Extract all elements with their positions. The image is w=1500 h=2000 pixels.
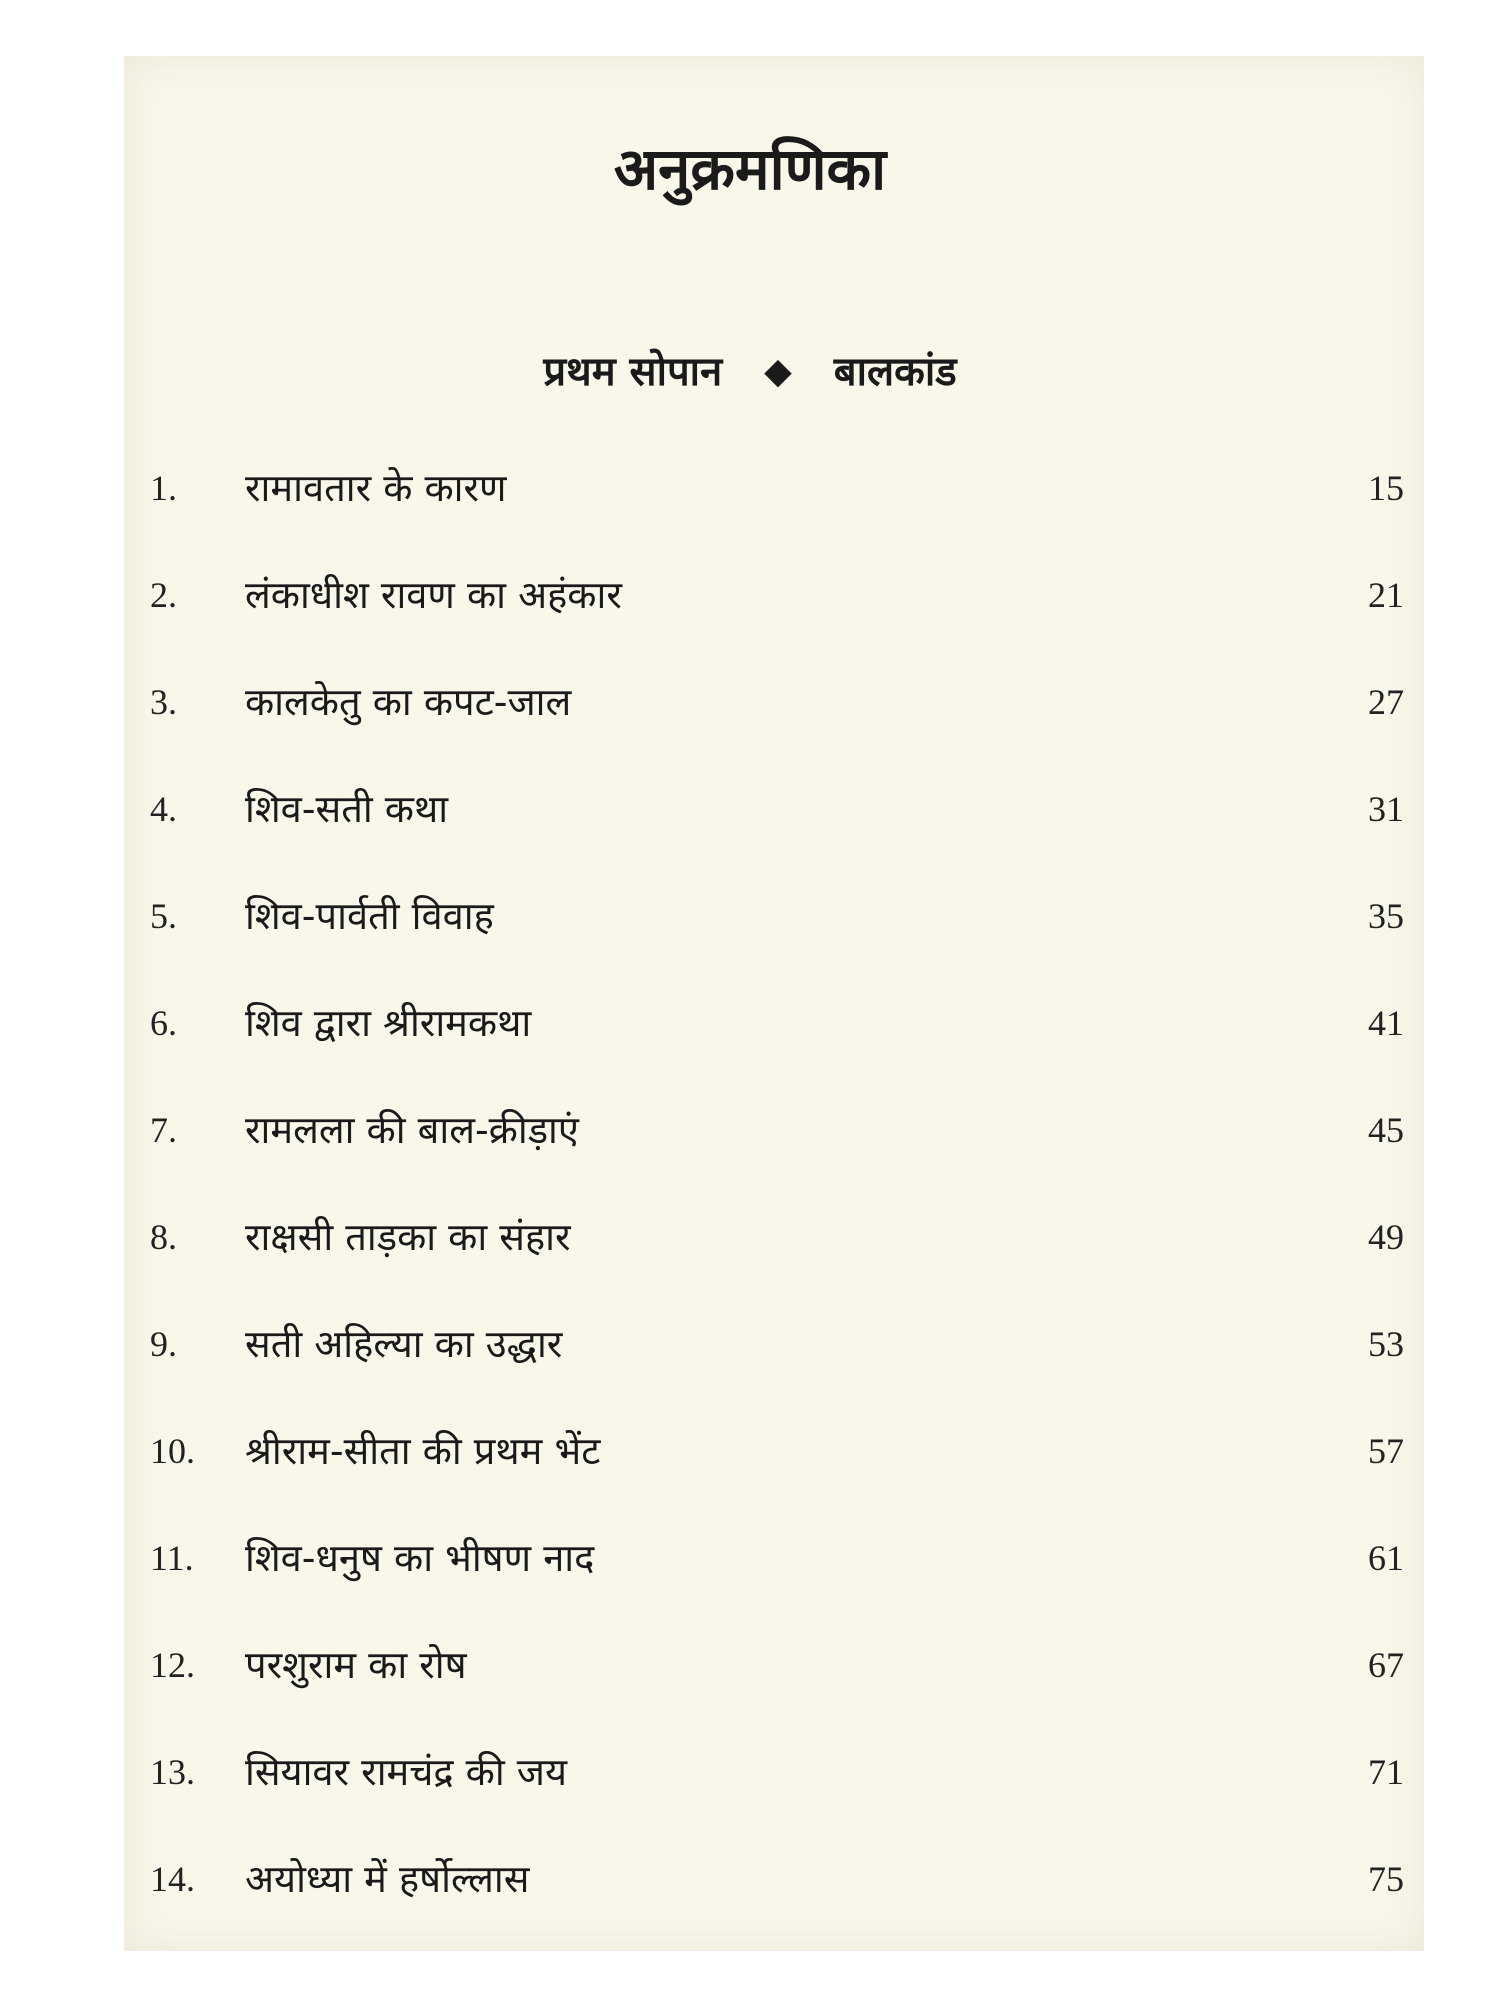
diamond-icon: ◆ (764, 351, 792, 392)
toc-entry (0, 1421, 1500, 1481)
toc-entry-title: परशुराम का रोष (245, 1643, 467, 1687)
toc-entry-page-number: 27 (1368, 682, 1404, 722)
toc-entry-page-number: 71 (1368, 1752, 1404, 1792)
toc-entry-number: 6. (150, 1003, 177, 1043)
toc-entry (0, 1742, 1500, 1802)
toc-entry-page-number: 53 (1368, 1324, 1404, 1364)
toc-entry-page-number: 21 (1368, 575, 1404, 615)
toc-entry-number: 10. (150, 1431, 195, 1471)
toc-entry-title: रामावतार के कारण (245, 466, 507, 510)
toc-entry-number: 14. (150, 1859, 195, 1899)
toc-entry (0, 1314, 1500, 1374)
toc-entry-page-number: 45 (1368, 1110, 1404, 1150)
toc-entry-number: 11. (150, 1538, 194, 1578)
toc-entry (0, 886, 1500, 946)
toc-entry-title: शिव-पार्वती विवाह (245, 894, 494, 938)
toc-entry-number: 8. (150, 1217, 177, 1257)
toc-entry-title: लंकाधीश रावण का अहंकार (245, 573, 622, 617)
toc-entry (0, 1528, 1500, 1588)
toc-entry-page-number: 49 (1368, 1217, 1404, 1257)
toc-entry-title: श्रीराम-सीता की प्रथम भेंट (245, 1429, 601, 1473)
toc-entry (0, 1207, 1500, 1267)
toc-entry-number: 1. (150, 468, 177, 508)
toc-entry-title: राक्षसी ताड़का का संहार (245, 1215, 571, 1259)
toc-entry-number: 2. (150, 575, 177, 615)
toc-entry-title: सियावर रामचंद्र की जय (245, 1750, 567, 1794)
toc-entry (0, 1635, 1500, 1695)
toc-entry-page-number: 67 (1368, 1645, 1404, 1685)
toc-entry-page-number: 35 (1368, 896, 1404, 936)
toc-entry-page-number: 61 (1368, 1538, 1404, 1578)
toc-entry-title: कालकेतु का कपट-जाल (245, 680, 572, 724)
section-heading (0, 349, 1500, 395)
toc-entry-number: 9. (150, 1324, 177, 1364)
toc-entry (0, 672, 1500, 732)
toc-entry-number: 3. (150, 682, 177, 722)
page-title: अनुक्रमणिका (613, 135, 887, 203)
toc-entry (0, 565, 1500, 625)
toc-entry-title: शिव-धनुष का भीषण नाद (245, 1536, 595, 1580)
toc-entry (0, 993, 1500, 1053)
toc-entry-title: शिव द्वारा श्रीरामकथा (245, 1001, 532, 1045)
toc-entry-number: 13. (150, 1752, 195, 1792)
toc-entry-page-number: 75 (1368, 1859, 1404, 1899)
toc-entry-title: अयोध्या में हर्षोल्लास (245, 1857, 530, 1901)
section-kand-label: बालकांड (833, 349, 957, 395)
section-part-label: प्रथम सोपान (543, 349, 723, 395)
toc-entry-page-number: 41 (1368, 1003, 1404, 1043)
toc-entry-title: शिव-सती कथा (245, 787, 449, 831)
toc-entry-number: 4. (150, 789, 177, 829)
toc-entry-number: 12. (150, 1645, 195, 1685)
toc-entry (0, 779, 1500, 839)
toc-entry-number: 7. (150, 1110, 177, 1150)
toc-entry-number: 5. (150, 896, 177, 936)
toc-entry-title: सती अहिल्या का उद्धार (245, 1322, 563, 1366)
toc-entry-title: रामलला की बाल-क्रीड़ाएं (245, 1108, 579, 1152)
toc-entry (0, 1849, 1500, 1909)
toc-entry (0, 458, 1500, 518)
toc-entry (0, 1100, 1500, 1160)
toc-entry-page-number: 57 (1368, 1431, 1404, 1471)
toc-entry-page-number: 15 (1368, 468, 1404, 508)
toc-entry-page-number: 31 (1368, 789, 1404, 829)
